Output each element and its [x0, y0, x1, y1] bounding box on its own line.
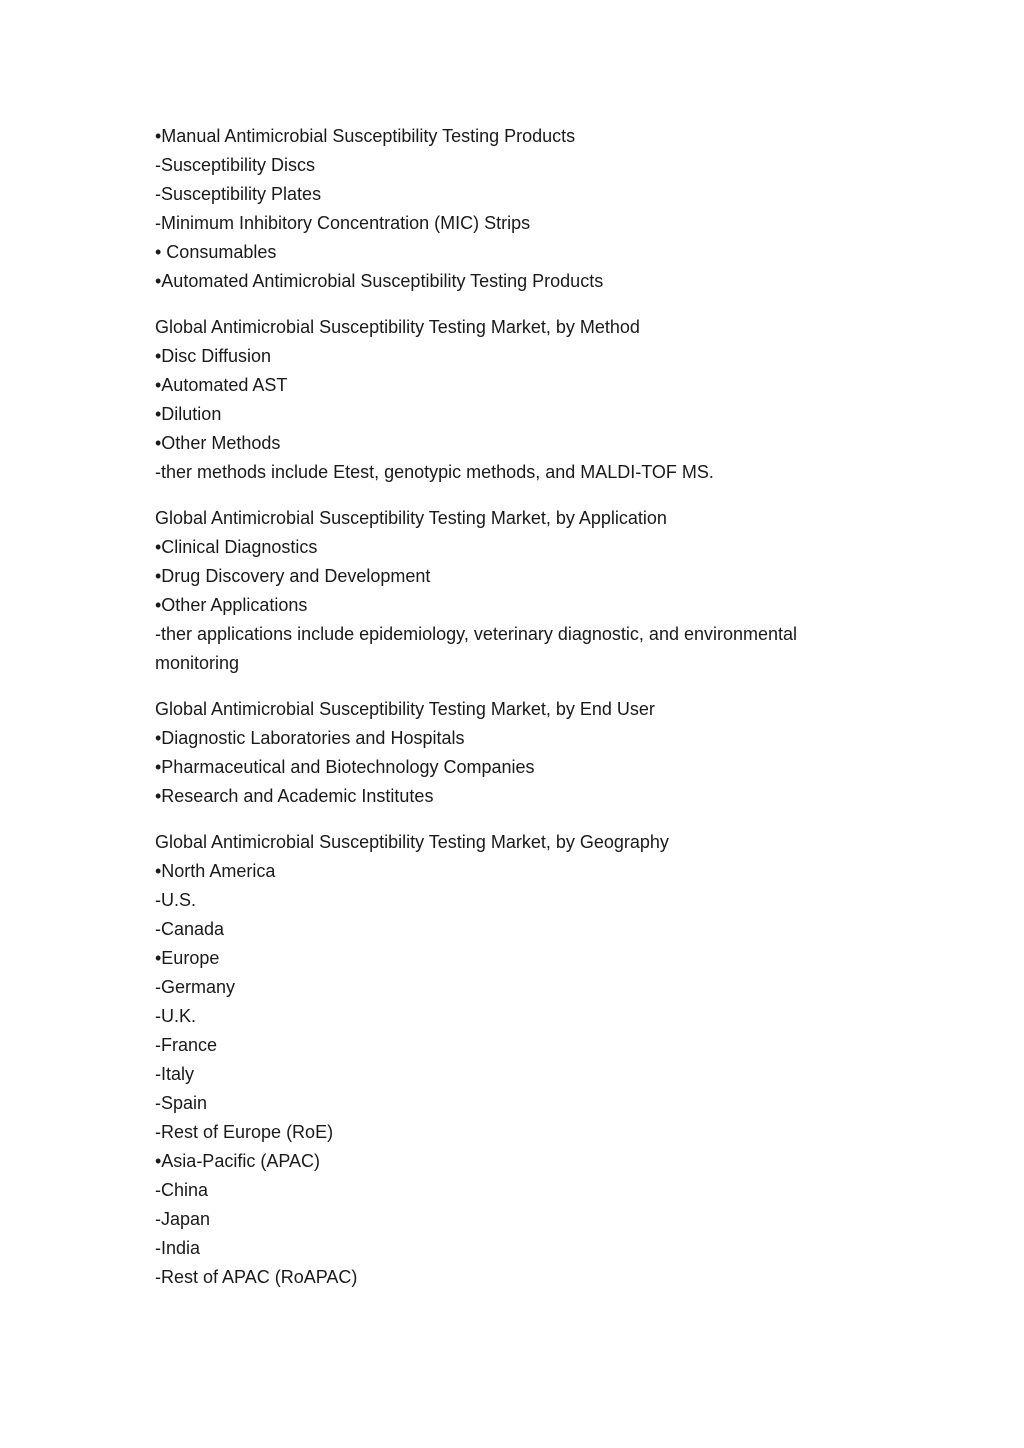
list-item: monitoring — [155, 653, 240, 673]
list-item: -Spain — [155, 1093, 208, 1113]
list-item: •Other Methods — [155, 433, 281, 453]
section-heading: Global Antimicrobial Susceptibility Testing Market, by Geography — [155, 832, 669, 852]
section-by-application — [155, 504, 875, 678]
list-item: -ther methods include Etest, genotypic methods, and MALDI-TOF MS. — [155, 462, 714, 482]
list-item: •Automated Antimicrobial Susceptibility Testing Products — [155, 271, 604, 291]
section-heading: Global Antimicrobial Susceptibility Testing Market, by End User — [155, 699, 655, 719]
list-item: •Disc Diffusion — [155, 346, 272, 366]
section-by-geography — [155, 828, 875, 1292]
document-page — [155, 122, 875, 1309]
list-item: •Other Applications — [155, 595, 308, 615]
section-heading: Global Antimicrobial Susceptibility Testing Market, by Application — [155, 508, 667, 528]
section-by-end-user — [155, 695, 875, 811]
list-item: -Minimum Inhibitory Concentration (MIC) Strips — [155, 213, 531, 233]
list-item: -Susceptibility Discs — [155, 155, 316, 175]
list-item: -France — [155, 1035, 218, 1055]
section-product-types — [155, 122, 875, 296]
list-item: •Pharmaceutical and Biotechnology Companies — [155, 757, 535, 777]
list-item: -China — [155, 1180, 209, 1200]
list-item: -ther applications include epidemiology, veterinary diagnostic, and environmental — [155, 624, 798, 644]
list-item: -U.S. — [155, 890, 197, 910]
list-item: •Manual Antimicrobial Susceptibility Testing Products — [155, 126, 576, 146]
list-item: •North America — [155, 861, 276, 881]
section-heading: Global Antimicrobial Susceptibility Testing Market, by Method — [155, 317, 640, 337]
list-item: •Automated AST — [155, 375, 288, 395]
list-item: -U.K. — [155, 1006, 197, 1026]
list-item: • Consumables — [155, 242, 277, 262]
list-item: -Canada — [155, 919, 225, 939]
list-item: -India — [155, 1238, 201, 1258]
list-item: •Drug Discovery and Development — [155, 566, 431, 586]
section-by-method — [155, 313, 875, 487]
list-item: -Japan — [155, 1209, 211, 1229]
list-item: •Research and Academic Institutes — [155, 786, 434, 806]
list-item: -Germany — [155, 977, 236, 997]
list-item: •Diagnostic Laboratories and Hospitals — [155, 728, 465, 748]
list-item: •Dilution — [155, 404, 222, 424]
list-item: •Clinical Diagnostics — [155, 537, 318, 557]
list-item: -Italy — [155, 1064, 195, 1084]
list-item: •Europe — [155, 948, 220, 968]
list-item: -Rest of APAC (RoAPAC) — [155, 1267, 358, 1287]
list-item: -Susceptibility Plates — [155, 184, 322, 204]
list-item: -Rest of Europe (RoE) — [155, 1122, 334, 1142]
list-item: •Asia-Pacific (APAC) — [155, 1151, 320, 1171]
